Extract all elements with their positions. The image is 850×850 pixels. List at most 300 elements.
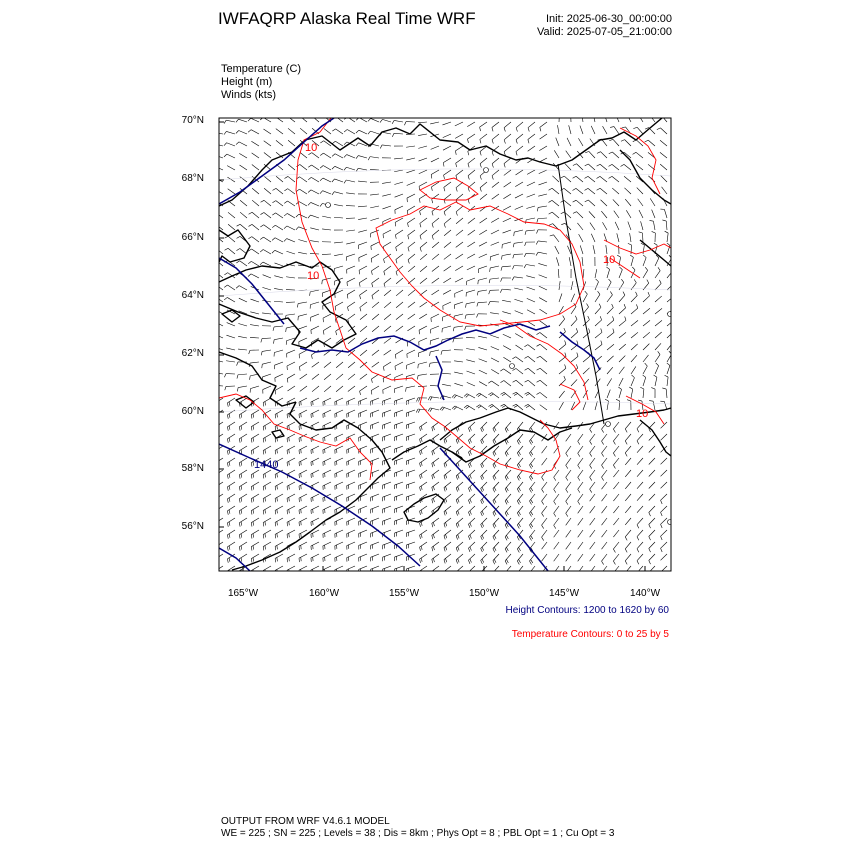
- wind-barb-feather: [494, 487, 496, 491]
- wind-barb: [322, 229, 331, 230]
- wind-barb: [615, 222, 619, 230]
- wind-barb-feather: [251, 559, 252, 563]
- wind-barb-feather: [468, 560, 470, 564]
- wind-barb-feather: [468, 500, 470, 504]
- wind-barb-feather: [524, 345, 527, 347]
- wind-barb-feather: [289, 509, 290, 513]
- wind-barb: [407, 194, 415, 198]
- wind-barb: [384, 278, 391, 284]
- wind-barb: [347, 155, 355, 158]
- wind-barb: [240, 261, 247, 266]
- wind-barb-feather: [667, 363, 670, 366]
- wind-barb-feather: [241, 438, 242, 442]
- wind-barb: [504, 158, 511, 164]
- wind-barb: [335, 566, 343, 570]
- wind-barb-feather: [609, 176, 612, 178]
- wind-barb: [505, 506, 511, 513]
- wind-barb-feather: [586, 303, 588, 306]
- wind-barb-feather: [493, 525, 495, 529]
- wind-barb: [466, 337, 475, 338]
- wind-barb: [516, 122, 523, 128]
- wind-barb: [383, 494, 391, 497]
- wind-barb-feather: [253, 474, 254, 478]
- wind-barb: [554, 530, 559, 537]
- wind-barb-feather: [213, 248, 216, 250]
- wind-barb-feather: [564, 376, 566, 380]
- wind-barb-feather: [456, 572, 457, 576]
- wind-barb-feather: [420, 248, 421, 252]
- wind-barb-feather: [529, 525, 531, 528]
- wind-barb-feather: [217, 450, 218, 454]
- wind-barb: [324, 128, 331, 134]
- wind-barb-feather: [344, 180, 346, 183]
- wind-barb: [287, 554, 295, 558]
- wind-barb: [396, 242, 403, 247]
- wind-barb-feather: [602, 573, 604, 576]
- wind-barb-feather: [536, 392, 539, 394]
- wind-barb: [287, 482, 295, 486]
- wind-barb: [263, 434, 271, 438]
- wind-barb: [619, 378, 623, 386]
- wind-barb: [263, 250, 271, 254]
- wind-barb-feather: [249, 212, 252, 214]
- wind-barb: [443, 134, 451, 138]
- wind-barb: [529, 434, 535, 441]
- wind-barb-feather: [506, 499, 508, 503]
- wind-barb-feather: [229, 486, 230, 490]
- wind-barb-feather: [332, 141, 335, 143]
- wind-barb: [492, 194, 499, 199]
- wind-barb: [456, 194, 463, 200]
- wind-barb: [238, 324, 247, 326]
- wind-barb-feather: [585, 164, 589, 166]
- wind-barb-feather: [525, 404, 528, 406]
- wind-barb: [299, 326, 307, 329]
- wind-barb: [527, 310, 535, 314]
- wind-barb: [602, 470, 607, 477]
- wind-barb: [454, 326, 463, 327]
- wind-barb-feather: [519, 439, 521, 442]
- wind-barb: [591, 126, 595, 134]
- wind-barb-feather: [481, 476, 483, 480]
- wind-barb-feather: [528, 128, 529, 132]
- wind-barb-feather: [494, 559, 496, 563]
- wind-barb: [420, 266, 427, 272]
- wind-barb-feather: [625, 561, 627, 564]
- wind-barb-feather: [227, 415, 228, 419]
- wind-barb-feather: [643, 375, 646, 377]
- wind-barb: [468, 530, 475, 536]
- wind-barb-feather: [613, 573, 615, 576]
- wind-barb: [311, 518, 319, 522]
- wind-barb: [455, 406, 463, 410]
- wind-barb-feather: [237, 375, 238, 379]
- wind-barb-feather: [444, 428, 445, 432]
- wind-barb-feather: [265, 426, 266, 430]
- wind-barb-feather: [493, 453, 495, 457]
- wind-barb: [359, 242, 367, 245]
- wind-barb: [323, 422, 331, 426]
- wind-barb: [395, 470, 403, 473]
- wind-barb: [407, 350, 415, 354]
- wind-barb: [336, 362, 343, 368]
- wind-barb: [287, 470, 295, 474]
- wind-barb: [505, 446, 511, 453]
- wind-barb: [571, 391, 576, 398]
- wind-barb-feather: [624, 304, 626, 308]
- wind-barb-feather: [633, 127, 637, 128]
- wind-barb: [227, 177, 235, 182]
- wind-barb-feather: [421, 486, 422, 490]
- wind-barb-feather: [308, 177, 311, 179]
- wind-barb: [299, 518, 307, 522]
- wind-barb-feather: [217, 474, 218, 478]
- wind-barb-feather: [494, 523, 496, 527]
- wind-barb: [371, 518, 379, 521]
- wind-barb: [542, 446, 547, 453]
- wind-barb: [312, 362, 319, 367]
- wind-barb-feather: [517, 573, 519, 576]
- wind-barb-feather: [248, 237, 251, 239]
- wind-barb-feather: [482, 559, 484, 563]
- wind-barb-feather: [542, 489, 544, 492]
- wind-barb: [490, 313, 499, 314]
- wind-barb: [420, 458, 427, 463]
- wind-barb: [299, 566, 307, 570]
- wind-barb: [527, 182, 535, 186]
- wind-barb-feather: [526, 406, 529, 408]
- wind-barb-feather: [529, 537, 531, 540]
- wind-barb-feather: [253, 414, 254, 418]
- wind-barb-feather: [248, 274, 251, 277]
- wind-barb: [420, 530, 427, 535]
- wind-barb-feather: [217, 558, 218, 562]
- wind-barb: [360, 374, 367, 379]
- wind-barb-feather: [488, 301, 490, 305]
- wind-barb: [456, 482, 463, 488]
- wind-barb-feather: [536, 230, 538, 234]
- wind-barb-feather: [494, 439, 496, 443]
- wind-barb: [300, 128, 307, 134]
- wind-barb-feather: [456, 188, 457, 192]
- wind-barb-feather: [493, 429, 495, 433]
- wind-barb-feather: [632, 375, 635, 378]
- wind-barb-feather: [383, 378, 384, 382]
- wind-barb-feather: [456, 512, 457, 516]
- wind-barb: [491, 230, 499, 234]
- wind-barb-feather: [420, 211, 421, 215]
- wind-barb-feather: [420, 511, 421, 515]
- wind-barb: [619, 320, 626, 326]
- wind-barb-feather: [505, 429, 507, 433]
- wind-barb: [299, 350, 307, 354]
- wind-barb-feather: [536, 241, 538, 245]
- wind-barb-feather: [241, 570, 242, 574]
- wind-barb-feather: [332, 166, 335, 169]
- wind-barb-feather: [590, 573, 592, 576]
- wind-barb: [554, 506, 559, 513]
- wind-barb-feather: [444, 548, 445, 552]
- wind-barb-feather: [493, 561, 495, 565]
- wind-barb: [264, 212, 271, 218]
- wind-barb: [566, 470, 571, 477]
- wind-barb-feather: [229, 402, 230, 406]
- wind-barb: [595, 269, 597, 278]
- wind-barb-feather: [251, 475, 252, 479]
- wind-barb-feather: [239, 535, 240, 539]
- wind-barb: [275, 494, 283, 498]
- wind-barb: [384, 338, 391, 343]
- wind-barb-feather: [537, 380, 540, 382]
- wind-barb: [335, 179, 343, 182]
- wind-barb: [514, 299, 523, 302]
- wind-barb-feather: [597, 176, 600, 178]
- wind-barb: [529, 494, 535, 501]
- wind-barb: [311, 398, 319, 402]
- wind-barb-feather: [505, 573, 507, 577]
- wind-barb: [298, 314, 307, 316]
- wind-barb-feather: [372, 283, 373, 287]
- model-footer-line1: OUTPUT FROM WRF V4.6.1 MODEL: [221, 816, 390, 827]
- wind-barb: [383, 362, 391, 367]
- wind-barb: [370, 169, 379, 170]
- wind-barb-feather: [517, 537, 519, 540]
- wind-barb-feather: [418, 409, 420, 413]
- wind-barb-feather: [229, 474, 230, 478]
- wind-barb-feather: [519, 547, 521, 550]
- wind-barb-feather: [519, 499, 521, 502]
- wind-barb: [263, 482, 271, 486]
- wind-barb: [491, 242, 499, 245]
- wind-barb-feather: [392, 133, 394, 137]
- wind-barb: [358, 218, 367, 220]
- wind-barb: [407, 182, 415, 185]
- wind-barb-feather: [251, 451, 252, 455]
- wind-barb: [503, 346, 511, 350]
- wind-barb-feather: [658, 351, 660, 354]
- wind-barb: [661, 176, 667, 182]
- wind-barb: [252, 165, 259, 170]
- wind-barb: [262, 313, 271, 314]
- wind-barb-feather: [597, 152, 601, 154]
- wind-barb: [299, 554, 307, 558]
- wind-barb-feather: [493, 537, 495, 541]
- wind-barb: [287, 422, 295, 426]
- wind-barb-feather: [216, 451, 217, 455]
- wind-barb-feather: [529, 441, 531, 444]
- wind-barb: [649, 506, 655, 513]
- wind-barb: [478, 290, 487, 291]
- wind-barb-feather: [251, 463, 252, 467]
- wind-barb-feather: [421, 474, 422, 478]
- wind-barb: [346, 180, 355, 182]
- wind-barb: [238, 349, 247, 350]
- wind-barb: [250, 337, 259, 338]
- wind-barb: [600, 164, 607, 170]
- wind-barb: [406, 158, 415, 160]
- wind-barb-feather: [481, 440, 483, 444]
- wind-barb: [264, 152, 271, 158]
- wind-barb: [252, 188, 259, 194]
- wind-barb: [252, 200, 259, 206]
- wind-barb-feather: [263, 426, 264, 430]
- wind-barb: [558, 269, 559, 278]
- wind-barb: [527, 170, 535, 174]
- wind-barb: [239, 494, 247, 499]
- wind-barb-feather: [250, 376, 251, 380]
- wind-barb: [251, 118, 259, 122]
- wind-barb: [613, 422, 619, 429]
- wind-barb-feather: [513, 243, 514, 247]
- wind-barb: [515, 345, 523, 350]
- wind-barb-feather: [433, 498, 434, 502]
- wind-barb: [251, 518, 259, 523]
- wind-barb: [227, 482, 235, 487]
- wind-barb: [408, 290, 415, 296]
- wind-barb-feather: [517, 549, 519, 552]
- wind-barb: [335, 410, 343, 414]
- wind-barb: [631, 296, 637, 302]
- wind-barb-feather: [371, 258, 372, 262]
- wind-barb-feather: [229, 570, 230, 574]
- wind-barb-feather: [227, 535, 228, 539]
- wind-barb: [430, 122, 439, 124]
- northwest-coast: [219, 230, 250, 262]
- wind-barb-feather: [260, 237, 263, 239]
- wind-barb-feather: [371, 379, 372, 383]
- wind-barb-feather: [224, 131, 226, 134]
- wind-barb-feather: [360, 307, 361, 311]
- wind-barb-feather: [239, 523, 240, 527]
- wind-barb-feather: [241, 486, 242, 490]
- wind-barb: [504, 170, 511, 175]
- wind-barb: [492, 134, 499, 140]
- wind-barb-feather: [417, 398, 418, 402]
- wind-barb: [406, 398, 415, 401]
- wind-barb-feather: [458, 451, 459, 455]
- wind-barb: [566, 482, 571, 489]
- wind-barb: [395, 518, 403, 521]
- wind-barb: [516, 392, 523, 398]
- wind-barb: [613, 554, 619, 561]
- wind-barb: [443, 158, 451, 163]
- wind-barb-feather: [525, 392, 528, 394]
- wind-barb-feather: [637, 429, 639, 433]
- wind-barb-feather: [359, 270, 360, 274]
- wind-barb-feather: [537, 219, 538, 223]
- wind-barb-feather: [265, 474, 266, 478]
- wind-barb-feather: [621, 279, 623, 282]
- wind-barb: [323, 410, 331, 414]
- wind-barb: [406, 494, 415, 497]
- wind-barb: [287, 458, 295, 462]
- wind-barb: [559, 281, 560, 290]
- wind-barb-feather: [446, 510, 447, 514]
- wind-barb: [239, 542, 247, 547]
- wind-barb-feather: [444, 464, 445, 468]
- wind-barb-feather: [241, 450, 242, 454]
- wind-barb: [335, 482, 343, 486]
- wind-barb: [334, 192, 343, 194]
- wind-barb-feather: [482, 523, 484, 527]
- wind-barb: [324, 374, 331, 380]
- wind-barb: [287, 566, 295, 570]
- wind-barb-feather: [468, 488, 470, 492]
- wind-barb: [637, 506, 643, 513]
- wind-barb-feather: [408, 223, 409, 227]
- wind-barb: [643, 308, 650, 314]
- wind-barb-feather: [566, 489, 568, 492]
- wind-barb: [420, 434, 427, 439]
- wind-barb: [625, 458, 631, 465]
- wind-barb-feather: [432, 571, 433, 575]
- wind-barb: [467, 122, 475, 127]
- wind-barb-feather: [236, 130, 239, 133]
- wind-barb-feather: [478, 406, 481, 408]
- wind-barb: [420, 566, 427, 571]
- wind-barb: [643, 389, 644, 398]
- wind-barb: [578, 566, 583, 573]
- wind-barb-feather: [212, 385, 214, 389]
- wind-barb: [359, 130, 367, 134]
- wind-barb: [299, 202, 307, 206]
- wind-barb: [287, 446, 295, 450]
- wind-barb: [238, 336, 247, 338]
- wind-barb: [466, 302, 475, 304]
- wind-barb: [528, 122, 535, 128]
- wind-barb-feather: [407, 211, 408, 215]
- wind-barb: [418, 374, 427, 375]
- wind-barb: [578, 530, 583, 537]
- wind-barb-feather: [216, 547, 217, 551]
- wind-barb: [251, 554, 259, 559]
- wind-barb-feather: [289, 497, 290, 501]
- wind-barb: [619, 367, 624, 374]
- wind-barb: [655, 377, 657, 386]
- wind-barb-feather: [332, 179, 335, 182]
- wind-barb-feather: [466, 406, 469, 408]
- wind-barb-feather: [444, 224, 445, 228]
- wind-barb-feather: [212, 144, 214, 147]
- wind-barb-feather: [446, 546, 447, 550]
- wind-barb: [590, 506, 595, 513]
- wind-barb: [493, 434, 499, 441]
- wind-barb: [311, 177, 319, 182]
- wind-barb-feather: [550, 235, 554, 236]
- wind-barb: [539, 298, 547, 302]
- wind-barb: [467, 405, 475, 410]
- wind-barb: [300, 374, 307, 379]
- wind-barb-feather: [470, 535, 472, 539]
- wind-barb: [481, 422, 487, 428]
- wind-barb: [637, 127, 643, 134]
- wind-barb: [275, 566, 283, 570]
- wind-barb: [239, 286, 247, 290]
- wind-barb-feather: [577, 353, 578, 357]
- wind-barb-feather: [517, 525, 519, 528]
- wind-barb-feather: [482, 499, 484, 503]
- wind-barb: [569, 125, 571, 134]
- wind-barb-feather: [500, 369, 503, 371]
- wind-barb-feather: [275, 498, 276, 502]
- wind-barb: [643, 245, 644, 254]
- wind-barb-feather: [525, 356, 528, 358]
- wind-barb: [420, 302, 427, 307]
- wind-barb-feather: [531, 524, 533, 527]
- wind-barb-feather: [505, 501, 507, 505]
- wind-barb: [287, 374, 295, 379]
- wind-barb-feather: [299, 354, 300, 358]
